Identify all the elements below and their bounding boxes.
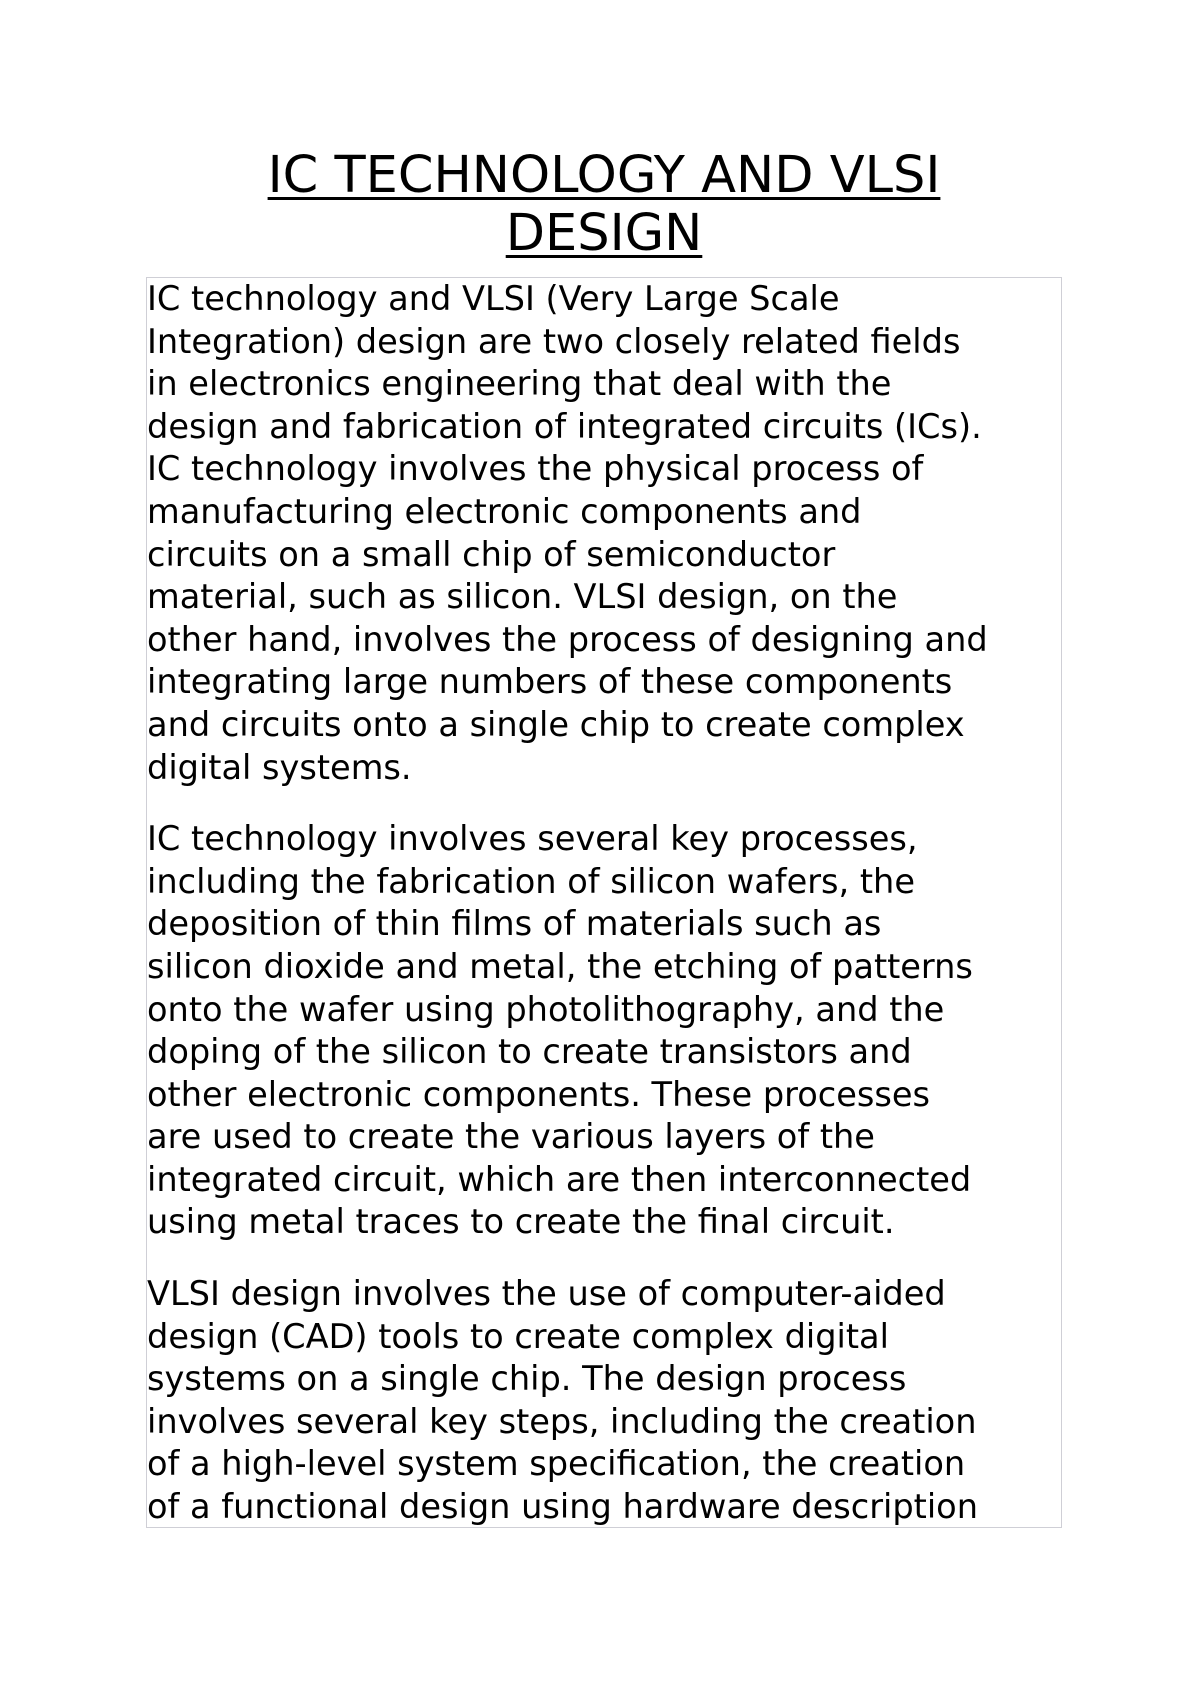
text-line: IC technology involves several key processes, bbox=[147, 819, 918, 859]
text-line: of a high-level system specification, the creation bbox=[147, 1444, 966, 1484]
title-line-2: DESIGN bbox=[505, 204, 703, 263]
document-title bbox=[146, 147, 1062, 263]
body-paragraph-1 bbox=[147, 278, 1061, 789]
text-line: including the fabrication of silicon wafers, the bbox=[147, 861, 916, 901]
text-line: IC technology involves the physical process of bbox=[147, 449, 924, 489]
text-line: involves several key steps, including the creation bbox=[147, 1401, 977, 1441]
text-line: design and fabrication of integrated circuits (ICs). bbox=[147, 406, 982, 446]
text-line: using metal traces to create the final circuit. bbox=[147, 1202, 895, 1242]
text-line: design (CAD) tools to create complex digital bbox=[147, 1316, 889, 1356]
text-line: other electronic components. These processes bbox=[147, 1074, 931, 1114]
text-line: integrating large numbers of these components bbox=[147, 662, 953, 702]
text-line: and circuits onto a single chip to create complex bbox=[147, 704, 965, 744]
text-line: silicon dioxide and metal, the etching of patterns bbox=[147, 946, 973, 986]
body-paragraph-2 bbox=[147, 818, 1061, 1244]
text-line: onto the wafer using photolithography, and the bbox=[147, 989, 945, 1029]
body-paragraph-3 bbox=[147, 1273, 1061, 1528]
text-line: Integration) design are two closely related fields bbox=[147, 321, 961, 361]
text-line: deposition of thin films of materials such as bbox=[147, 904, 882, 944]
text-line: are used to create the various layers of the bbox=[147, 1117, 875, 1157]
text-line: manufacturing electronic components and bbox=[147, 491, 862, 531]
text-line: integrated circuit, which are then interconnected bbox=[147, 1159, 972, 1199]
text-box bbox=[146, 277, 1062, 1528]
text-line: systems on a single chip. The design process bbox=[147, 1359, 907, 1399]
text-line: other hand, involves the process of designing and bbox=[147, 619, 988, 659]
text-line: material, such as silicon. VLSI design, on the bbox=[147, 577, 898, 617]
title-line-1: IC TECHNOLOGY AND VLSI bbox=[267, 146, 941, 205]
text-line: digital systems. bbox=[147, 747, 412, 787]
text-line: circuits on a small chip of semiconductor bbox=[147, 534, 836, 574]
text-line: IC technology and VLSI (Very Large Scale bbox=[147, 279, 840, 318]
text-line: VLSI design involves the use of computer-aided bbox=[147, 1274, 946, 1314]
text-line: in electronics engineering that deal with the bbox=[147, 364, 892, 404]
text-line: doping of the silicon to create transistors and bbox=[147, 1032, 912, 1072]
text-line: of a functional design using hardware description bbox=[147, 1487, 978, 1527]
